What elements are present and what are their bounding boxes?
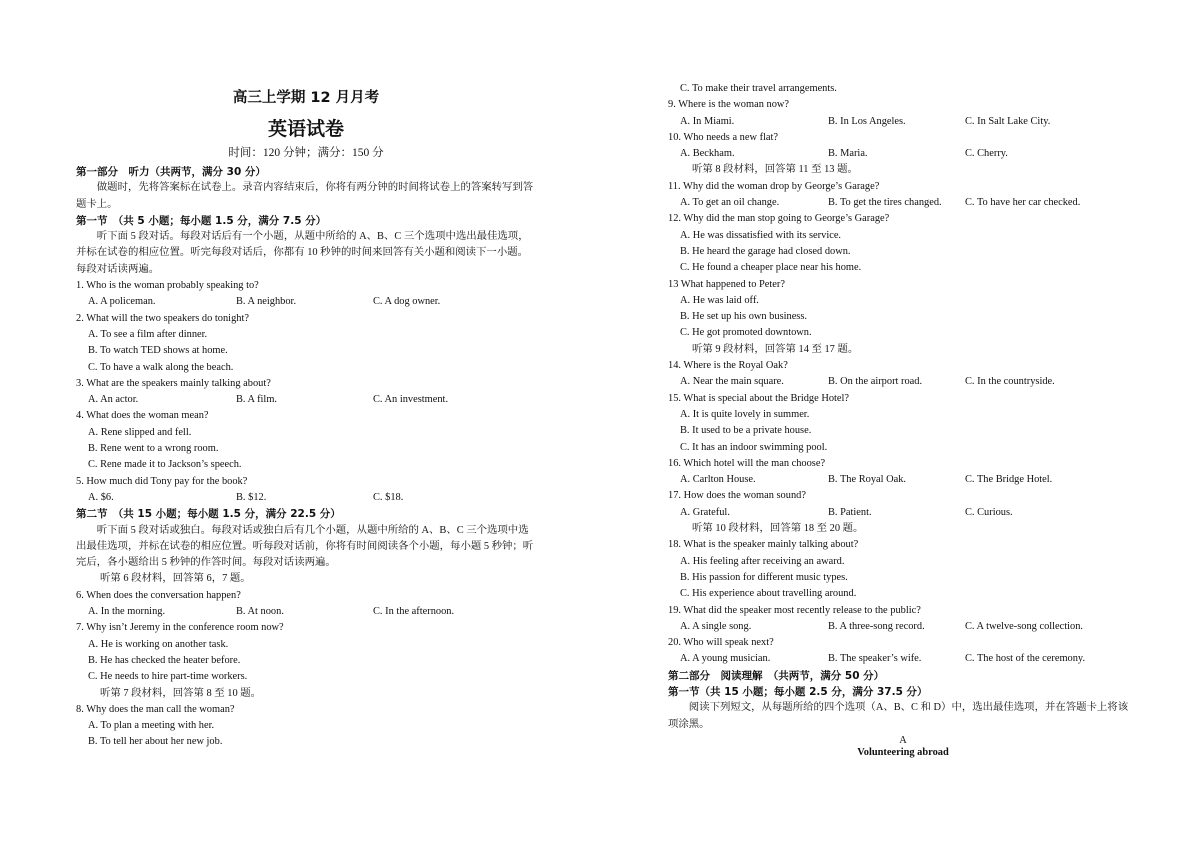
option-9a: A. In Miami.	[680, 115, 735, 127]
option-11a: A. To get an oil change.	[680, 197, 780, 209]
option-1a: A. A policeman.	[88, 296, 156, 308]
option-10c: C. Cherry.	[965, 148, 1008, 160]
question-8: 8. Why does the man call the woman?	[76, 703, 235, 715]
question-5: 5. How much did Tony pay for the book?	[76, 475, 248, 487]
option-3a: A. An actor.	[88, 394, 139, 406]
option-10a: A. Beckham.	[680, 148, 735, 160]
left-column	[76, 88, 536, 751]
options-19	[668, 619, 1138, 635]
section1-heading: 第一节 （共 5 小题；每小题 1.5 分，满分 7.5 分）	[76, 214, 327, 227]
section1-instruction: 听下面 5 段对话。每段对话后有一个小题，从题中所给的 A、B、C 三个选项中选出最佳选项，并标在试卷的相应位置。听完每段对话后，你都有 10 秒钟的时间来回答有关小题和阅读下一小题。每段对话读两遍。	[76, 231, 529, 275]
question-6: 6. When does the conversation happen?	[76, 589, 241, 601]
part2-heading: 第二部分 阅读理解 （共两节，满分 50 分）	[668, 669, 885, 682]
option-4a: A. Rene slipped and fell.	[88, 426, 192, 438]
option-20c: C. The host of the ceremony.	[965, 653, 1086, 665]
question-16: 16. Which hotel will the man choose?	[668, 457, 826, 469]
option-16c: C. The Bridge Hotel.	[965, 474, 1053, 486]
option-18a: A. His feeling after receiving an award.	[680, 555, 845, 567]
question-17: 17. How does the woman sound?	[668, 490, 806, 502]
options-6	[76, 604, 536, 620]
options-20	[668, 651, 1138, 667]
option-3c: C. An investment.	[373, 394, 449, 406]
options-3	[76, 392, 536, 408]
option-6a: A. In the morning.	[88, 606, 166, 618]
passage-letter: A	[899, 734, 907, 746]
option-4b: B. Rene went to a wrong room.	[88, 443, 219, 455]
question-15: 15. What is special about the Bridge Hotel?	[668, 392, 850, 404]
question-4: 4. What does the woman mean?	[76, 410, 209, 422]
option-3b: B. A film.	[236, 394, 277, 406]
option-15a: A. It is quite lovely in summer.	[680, 408, 810, 420]
options-17	[668, 505, 1138, 521]
option-12b: B. He heard the garage had closed down.	[680, 245, 851, 257]
section2-heading: 第二节 （共 15 小题；每小题 1.5 分，满分 22.5 分）	[76, 508, 341, 521]
part1-heading: 第一部分 听力（共两节，满分 30 分）	[76, 166, 266, 178]
option-7b: B. He has checked the heater before.	[88, 654, 241, 666]
option-11c: C. To have her car checked.	[965, 197, 1081, 209]
option-14a: A. Near the main square.	[680, 376, 784, 388]
options-16	[668, 472, 1138, 488]
option-13c: C. He got promoted downtown.	[680, 327, 812, 339]
option-2b: B. To watch TED shows at home.	[88, 345, 228, 357]
question-1: 1. Who is the woman probably speaking to?	[76, 280, 259, 292]
option-7a: A. He is working on another task.	[88, 638, 229, 650]
question-13: 13 What happened to Peter?	[668, 278, 785, 290]
option-1b: B. A neighbor.	[236, 296, 297, 308]
options-1	[76, 294, 536, 310]
option-2c: C. To have a walk along the beach.	[88, 361, 234, 373]
material-8: 听第 8 段材料，回答第 11 至 13 题。	[692, 164, 858, 176]
option-13b: B. He set up his own business.	[680, 311, 807, 323]
option-5b: B. $12.	[236, 491, 267, 503]
option-20a: A. A young musician.	[680, 653, 771, 665]
part2-section1-heading: 第一节（共 15 小题；每小题 2.5 分，满分 37.5 分）	[668, 685, 928, 698]
options-9	[668, 114, 1138, 130]
passage-title: Volunteering abroad	[857, 747, 949, 759]
option-6c: C. In the afternoon.	[373, 606, 455, 618]
option-10b: B. Maria.	[828, 148, 868, 160]
question-2: 2. What will the two speakers do tonight?	[76, 312, 249, 324]
question-10: 10. Who needs a new flat?	[668, 131, 779, 143]
question-18: 18. What is the speaker mainly talking about?	[668, 539, 859, 551]
option-16b: B. The Royal Oak.	[828, 474, 907, 486]
exam-subtitle: 英语试卷	[267, 118, 344, 140]
material-6: 听第 6 段材料，回答第 6，7 题。	[100, 573, 251, 585]
part2-instruction: 阅读下列短文，从每题所给的四个选项（A、B、C 和 D）中，选出最佳选项，并在答题卡上将该项涂黑。	[668, 702, 1129, 730]
option-19b: B. A three-song record.	[828, 620, 925, 632]
right-column	[668, 81, 1138, 761]
option-17b: B. Patient.	[828, 506, 872, 518]
exam-time-score: 时间：120 分钟；满分：150 分	[228, 147, 384, 159]
option-18c: C. His experience about travelling around.	[680, 588, 857, 600]
option-17a: A. Grateful.	[680, 506, 730, 518]
options-11	[668, 195, 1138, 211]
option-12a: A. He was dissatisfied with its service.	[680, 229, 842, 241]
option-6b: B. At noon.	[236, 606, 284, 618]
question-3: 3. What are the speakers mainly talking about?	[76, 377, 271, 389]
option-14c: C. In the countryside.	[965, 376, 1055, 388]
option-5a: A. $6.	[88, 491, 114, 503]
question-19: 19. What did the speaker most recently release to the public?	[668, 604, 921, 616]
material-9: 听第 9 段材料，回答第 14 至 17 题。	[692, 343, 859, 355]
option-9b: B. In Los Angeles.	[828, 115, 906, 127]
option-1c: C. A dog owner.	[373, 296, 441, 308]
options-5	[76, 490, 536, 506]
option-2a: A. To see a film after dinner.	[88, 328, 208, 340]
options-10	[668, 146, 1138, 162]
option-12c: C. He found a cheaper place near his home.	[680, 262, 862, 274]
material-10: 听第 10 段材料，回答第 18 至 20 题。	[692, 523, 864, 535]
option-4c: C. Rene made it to Jackson’s speech.	[88, 459, 242, 471]
option-17c: C. Curious.	[965, 506, 1013, 518]
material-7: 听第 7 段材料，回答第 8 至 10 题。	[100, 687, 262, 699]
option-15c: C. It has an indoor swimming pool.	[680, 441, 828, 453]
option-8b: B. To tell her about her new job.	[88, 736, 223, 748]
option-19c: C. A twelve-song collection.	[965, 620, 1084, 632]
option-5c: C. $18.	[373, 491, 404, 503]
option-8c: C. To make their travel arrangements.	[680, 83, 837, 94]
part1-instruction: 做题时，先将答案标在试卷上。录音内容结束后，你将有两分钟的时间将试卷上的答案转写到答题卡上。	[76, 182, 534, 210]
question-7: 7. Why isn’t Jeremy in the conference room now?	[76, 622, 284, 634]
option-20b: B. The speaker’s wife.	[828, 653, 922, 665]
exam-title: 高三上学期 12 月月考	[232, 90, 380, 106]
option-13a: A. He was laid off.	[680, 294, 759, 306]
option-8a: A. To plan a meeting with her.	[88, 720, 215, 732]
option-18b: B. His passion for different music types.	[680, 571, 848, 583]
options-14	[668, 374, 1138, 390]
option-11b: B. To get the tires changed.	[828, 197, 942, 209]
option-16a: A. Carlton House.	[680, 474, 756, 486]
option-15b: B. It used to be a private house.	[680, 425, 812, 437]
option-19a: A. A single song.	[680, 620, 752, 632]
question-9: 9. Where is the woman now?	[668, 99, 789, 111]
question-20: 20. Who will speak next?	[668, 637, 774, 649]
question-11: 11. Why did the woman drop by George’s Garage?	[668, 180, 880, 192]
section2-instruction: 听下面 5 段对话或独白。每段对话或独白后有几个小题，从题中所给的 A、B、C 三个选项中选出最佳选项，并标在试卷的相应位置。听每段对话前，你将有时间阅读各个小题，每小题 5 秒钟；听完后，各小题给出 5 秒钟的作答时间。每段对话读两遍。	[76, 524, 534, 569]
option-9c: C. In Salt Lake City.	[965, 115, 1051, 127]
option-14b: B. On the airport road.	[828, 376, 923, 388]
question-14: 14. Where is the Royal Oak?	[668, 360, 788, 372]
option-7c: C. He needs to hire part-time workers.	[88, 671, 248, 683]
question-12: 12. Why did the man stop going to George’s Garage?	[668, 213, 890, 225]
